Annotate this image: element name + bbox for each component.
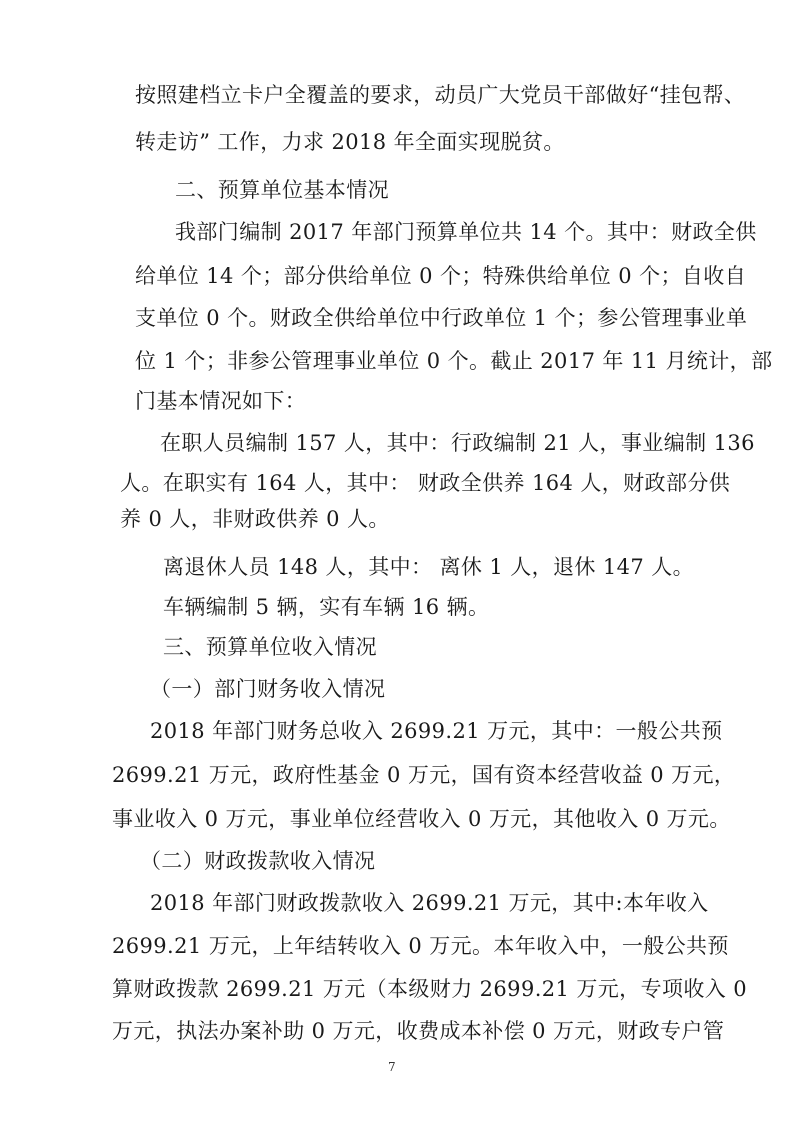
- paragraph-line: 人。在职实有 164 人，其中： 财政全供养 164 人，财政部分供: [120, 471, 731, 495]
- paragraph-line: 事业收入 0 万元，事业单位经营收入 0 万元，其他收入 0 万元。: [112, 807, 731, 831]
- paragraph-line: 门基本情况如下：: [135, 389, 307, 413]
- paragraph-line: 给单位 14 个；部分供给单位 0 个；特殊供给单位 0 个；自收自: [135, 264, 747, 288]
- paragraph-line: 2018 年部门财务总收入 2699.21 万元，其中：一般公共预: [150, 719, 723, 743]
- section-heading: 三、预算单位收入情况: [163, 635, 377, 659]
- paragraph-line: 我部门编制 2017 年部门预算单位共 14 个。其中：财政全供: [175, 220, 757, 244]
- paragraph-line: 离退休人员 148 人，其中： 离休 1 人，退休 147 人。: [163, 555, 695, 579]
- paragraph-line: 养 0 人，非财政供养 0 人。: [120, 507, 390, 531]
- paragraph-line: 按照建档立卡户全覆盖的要求，动员广大党员干部做好“挂包帮、: [135, 83, 746, 107]
- paragraph-line: 在职人员编制 157 人，其中：行政编制 21 人，事业编制 136: [160, 431, 755, 455]
- section-heading: 二、预算单位基本情况: [175, 178, 389, 202]
- paragraph-line: 算财政拨款 2699.21 万元（本级财力 2699.21 万元，专项收入 0: [112, 977, 748, 1001]
- paragraph-line: 支单位 0 个。财政全供给单位中行政单位 1 个；参公管理事业单: [135, 306, 748, 330]
- page-number: 7: [388, 1060, 396, 1074]
- paragraph-line: 万元，执法办案补助 0 万元，收费成本补偿 0 万元，财政专户管: [112, 1019, 725, 1043]
- paragraph-line: 转走访” 工作，力求 2018 年全面实现脱贫。: [135, 130, 565, 154]
- paragraph-line: 车辆编制 5 辆，实有车辆 16 辆。: [163, 595, 490, 619]
- paragraph-line: 2699.21 万元，政府性基金 0 万元，国有资本经营收益 0 万元，: [112, 763, 736, 787]
- subsection-heading: （一）部门财务收入情况: [150, 677, 386, 701]
- subsection-heading: （二）财政拨款收入情况: [140, 849, 376, 873]
- paragraph-line: 2018 年部门财政拨款收入 2699.21 万元，其中:本年收入: [150, 891, 709, 915]
- paragraph-line: 位 1 个；非参公管理事业单位 0 个。截止 2017 年 11 月统计，部: [135, 349, 773, 373]
- paragraph-line: 2699.21 万元，上年结转收入 0 万元。本年收入中，一般公共预: [112, 934, 729, 958]
